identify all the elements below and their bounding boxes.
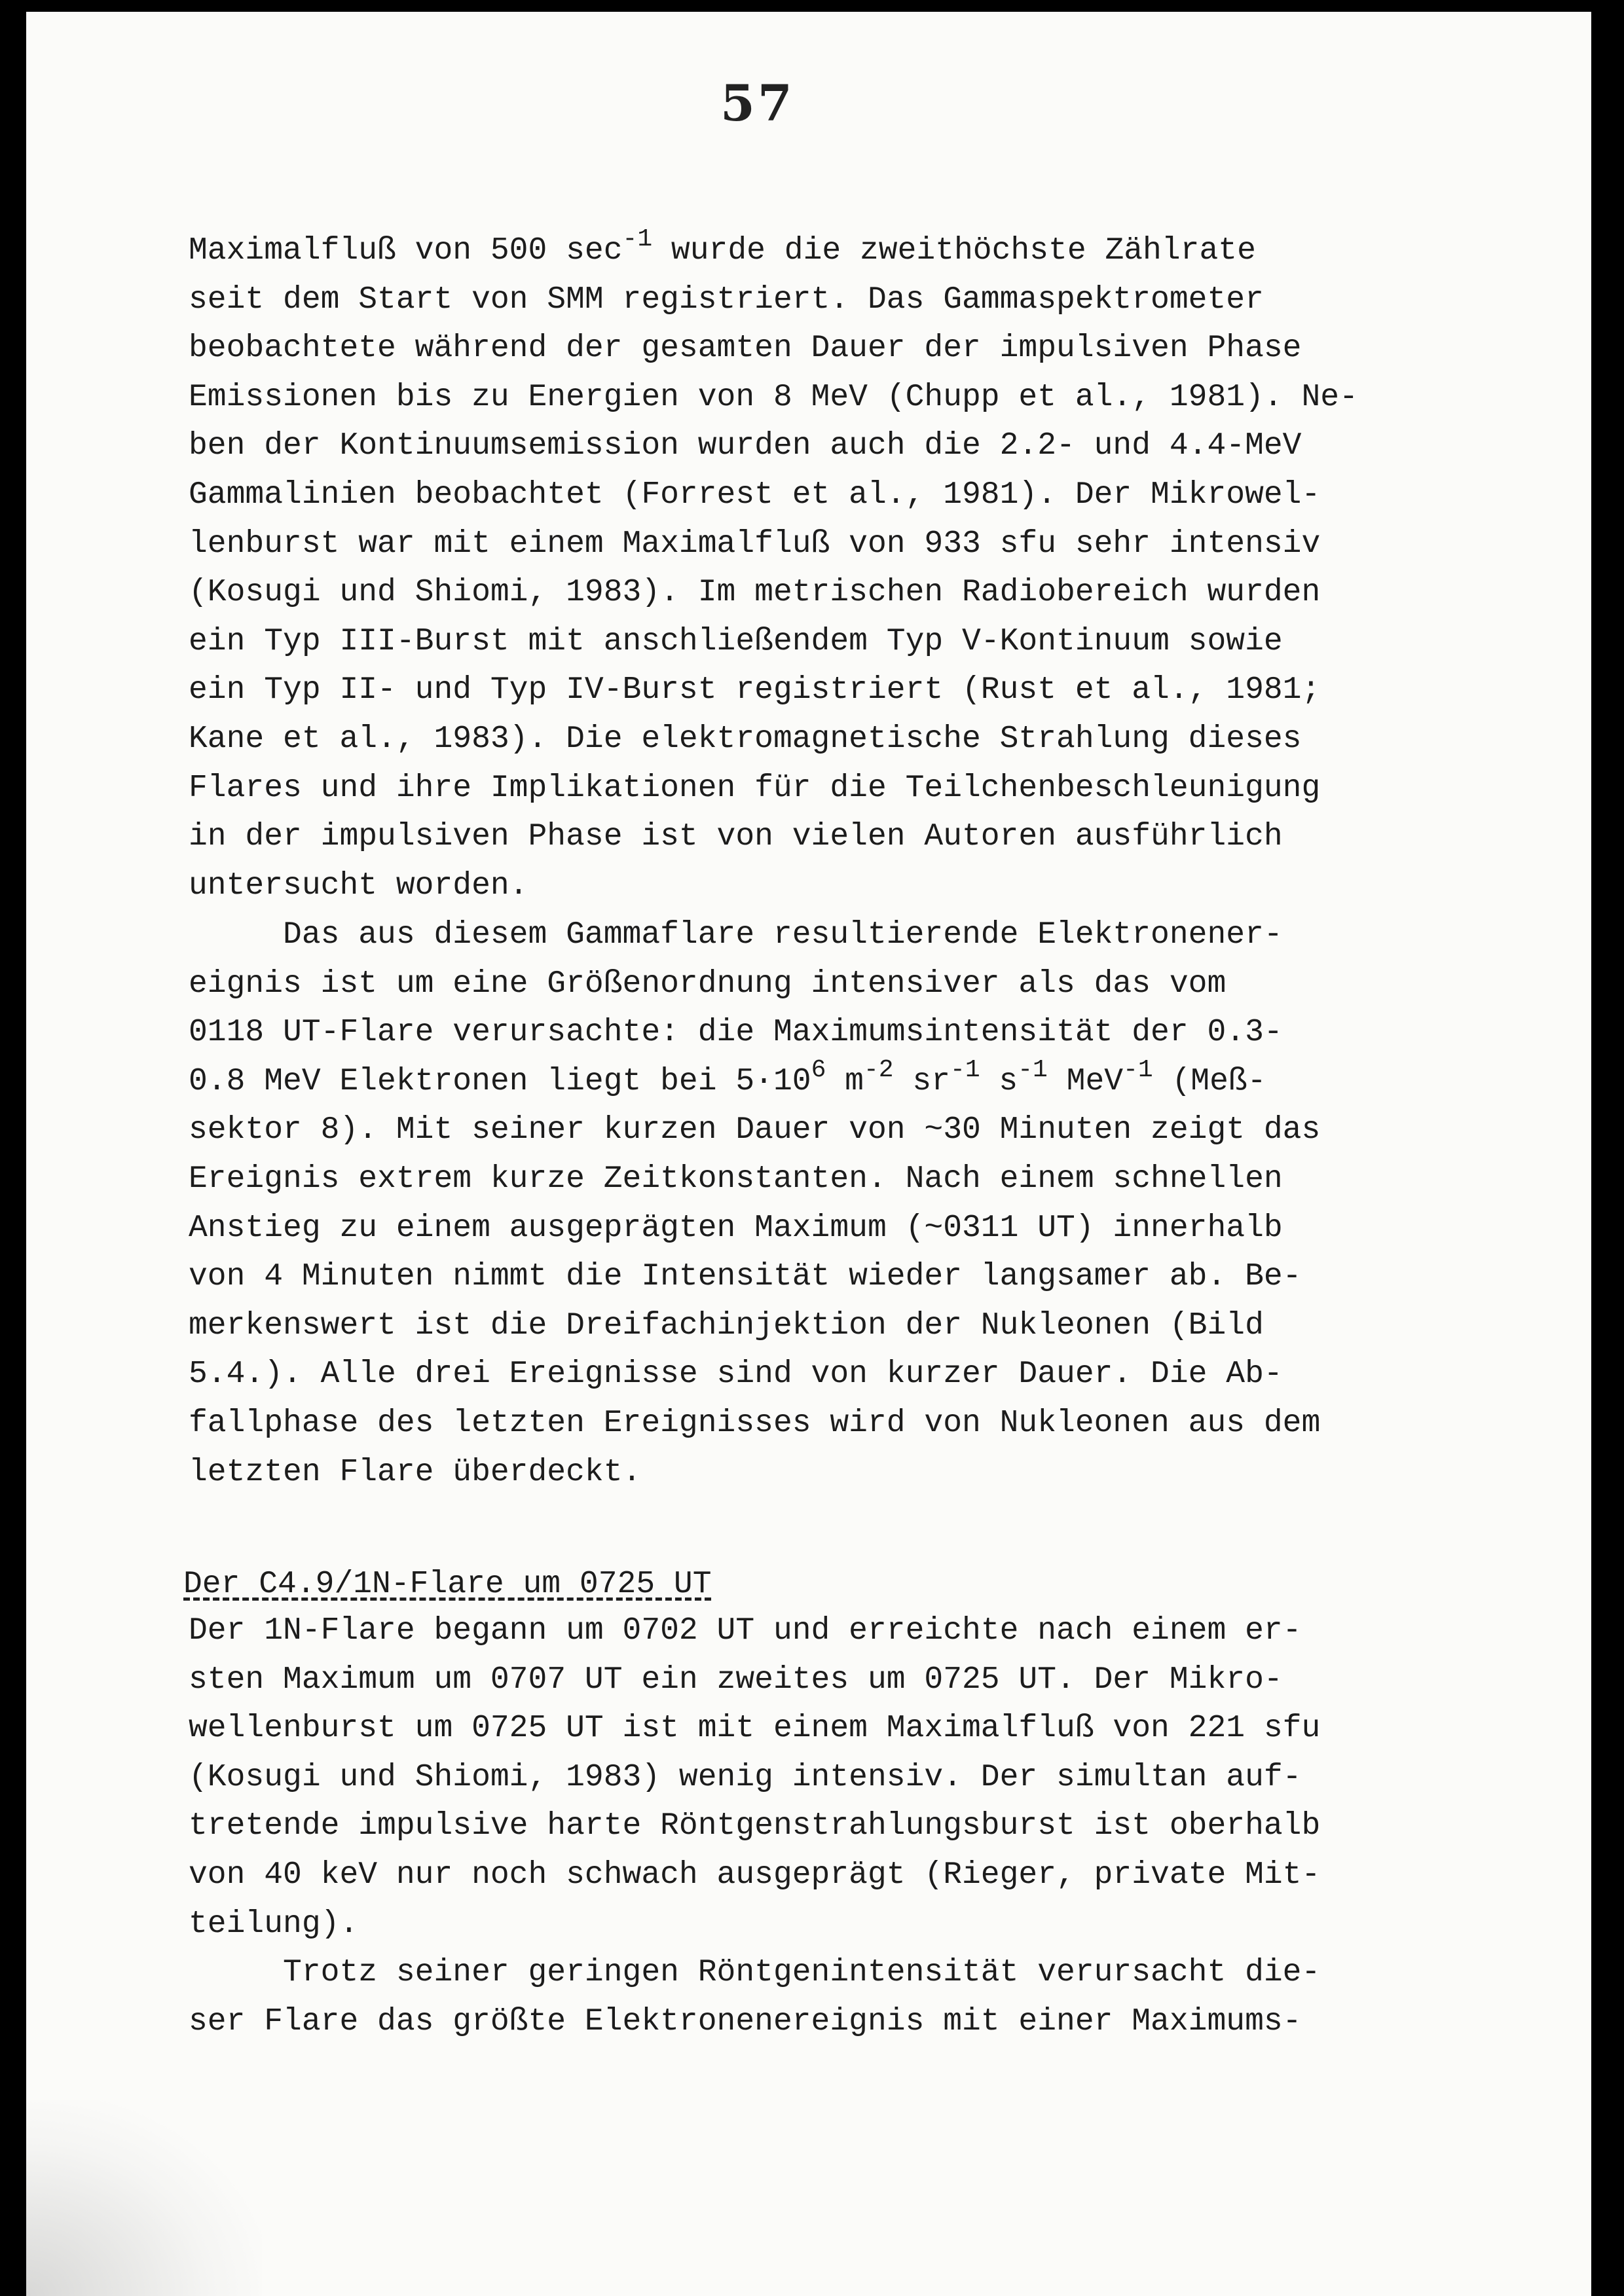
text-line: [189, 715, 1393, 764]
text-line: [189, 1350, 1393, 1399]
line-text: Trotz seiner geringen Röntgenintensität verursacht die-: [189, 1955, 1321, 1991]
line-text: von 40 keV nur noch schwach ausgeprägt (Rieger, private Mit-: [189, 1857, 1321, 1893]
line-text: 5.4.). Alle drei Ereignisse sind von kurzer Dauer. Die Ab-: [189, 1357, 1283, 1393]
line-text: s: [980, 1063, 1018, 1099]
text-line: [189, 617, 1393, 666]
text-line: [189, 471, 1393, 520]
line-text: ser Flare das größte Elektronenereignis mit einer Maximums-: [189, 2003, 1302, 2039]
line-text: untersucht worden.: [189, 867, 528, 903]
page-number: 57: [720, 74, 795, 132]
line-text: Ereignis extrem kurze Zeitkonstanten. Nach einem schnellen: [189, 1161, 1283, 1197]
line-text: ein Typ III-Burst mit anschließendem Typ V-Kontinuum sowie: [189, 623, 1283, 659]
paragraph-3-and-4: [189, 1607, 1393, 2046]
line-text: Maximalfluß von 500 sec: [189, 233, 623, 268]
paragraph-4: [189, 1948, 1393, 2046]
superscript: -1: [622, 225, 653, 253]
text-line: [189, 862, 1393, 911]
line-text: beobachtete während der gesamten Dauer der impulsiven Phase: [189, 331, 1302, 367]
text-line: [189, 1607, 1393, 1656]
text-line: [189, 1204, 1393, 1253]
text-line: [189, 1900, 1393, 1949]
text-line: [189, 520, 1393, 569]
paragraph-2: [189, 911, 1393, 1497]
text-line: [189, 1802, 1393, 1851]
text-line: [189, 1656, 1393, 1705]
text-line: [189, 276, 1393, 325]
line-text: Kane et al., 1983). Die elektromagnetische Strahlung dieses: [189, 721, 1302, 757]
text-line: [189, 1851, 1393, 1900]
text-line: [189, 812, 1393, 862]
line-text: ein Typ II- und Typ IV-Burst registriert (Rust et al., 1981;: [189, 672, 1321, 708]
superscript: 6: [811, 1055, 826, 1084]
line-text: fallphase des letzten Ereignisses wird von Nukleonen aus dem: [189, 1405, 1321, 1441]
text-line: [189, 1704, 1393, 1753]
line-text: Der 1N-Flare begann um 0702 UT und erreichte nach einem er-: [189, 1613, 1302, 1649]
line-text: wurde die zweithöchste Zählrate: [652, 233, 1256, 268]
line-text: sektor 8). Mit seiner kurzen Dauer von ~30 Minuten zeigt das: [189, 1112, 1321, 1148]
line-text: Flares und ihre Implikationen für die Teilchenbeschleunigung: [189, 770, 1321, 806]
paragraph-1: [189, 227, 1393, 910]
line-text: 0118 UT-Flare verursachte: die Maximumsintensität der 0.3-: [189, 1015, 1283, 1051]
superscript: -2: [863, 1055, 894, 1084]
line-text: tretende impulsive harte Röntgenstrahlungsburst ist oberhalb: [189, 1808, 1321, 1844]
line-text: sr: [893, 1063, 951, 1099]
text-line: [189, 666, 1393, 715]
text-line: [189, 1106, 1393, 1155]
section-heading: Der C4.9/1N-Flare um 0725 UT: [183, 1567, 712, 1602]
paragraph-3: [189, 1607, 1393, 1948]
text-line: [189, 1302, 1393, 1351]
document-page: [26, 12, 1591, 2296]
text-line: [189, 324, 1393, 373]
line-text: seit dem Start von SMM registriert. Das Gammaspektrometer: [189, 282, 1264, 318]
line-text: teilung).: [189, 1906, 359, 1942]
text-line: [189, 1448, 1393, 1497]
line-text: wellenburst um 0725 UT ist mit einem Maximalfluß von 221 sfu: [189, 1711, 1321, 1747]
text-line: [189, 1057, 1393, 1106]
line-text: Das aus diesem Gammaflare resultierende Elektronener-: [189, 917, 1283, 953]
text-line: [189, 568, 1393, 617]
line-text: MeV: [1047, 1063, 1124, 1099]
line-text: 0.8 MeV Elektronen liegt bei 5·10: [189, 1063, 811, 1099]
text-line: [189, 1252, 1393, 1302]
line-text: ben der Kontinuumsemission wurden auch die 2.2- und 4.4-MeV: [189, 428, 1302, 464]
superscript: -1: [1018, 1055, 1048, 1084]
text-line: [189, 764, 1393, 813]
line-text: Gammalinien beobachtet (Forrest et al., 1981). Der Mikrowel-: [189, 477, 1321, 513]
text-line: [189, 227, 1393, 276]
line-text: lenburst war mit einem Maximalfluß von 933 sfu sehr intensiv: [189, 526, 1321, 562]
line-text: Emissionen bis zu Energien von 8 MeV (Chupp et al., 1981). Ne-: [189, 379, 1358, 415]
text-line: [189, 1997, 1393, 2047]
text-line: [189, 1399, 1393, 1448]
line-text: merkenswert ist die Dreifachinjektion der Nukleonen (Bild: [189, 1307, 1264, 1343]
line-text: letzten Flare überdeckt.: [189, 1454, 642, 1490]
text-line: [189, 911, 1393, 960]
superscript: -1: [950, 1055, 980, 1084]
scan-smudge: [26, 2100, 262, 2296]
text-line: [189, 373, 1393, 422]
line-text: (Meß-: [1153, 1063, 1266, 1099]
line-text: in der impulsiven Phase ist von vielen Autoren ausführlich: [189, 819, 1283, 855]
text-line: [189, 1008, 1393, 1057]
line-text: sten Maximum um 0707 UT ein zweites um 0725 UT. Der Mikro-: [189, 1662, 1283, 1698]
text-line: [189, 1948, 1393, 1997]
line-text: eignis ist um eine Größenordnung intensiver als das vom: [189, 966, 1227, 1002]
text-line: [189, 960, 1393, 1009]
line-text: von 4 Minuten nimmt die Intensität wieder langsamer ab. Be-: [189, 1259, 1302, 1295]
superscript: -1: [1123, 1055, 1153, 1084]
text-line: [189, 1155, 1393, 1204]
line-text: (Kosugi und Shiomi, 1983). Im metrischen Radiobereich wurden: [189, 575, 1321, 611]
line-text: Anstieg zu einem ausgeprägten Maximum (~0311 UT) innerhalb: [189, 1210, 1283, 1246]
text-line: [189, 1753, 1393, 1802]
line-text: (Kosugi und Shiomi, 1983) wenig intensiv. Der simultan auf-: [189, 1759, 1302, 1795]
text-line: [189, 422, 1393, 471]
line-text: m: [826, 1063, 864, 1099]
